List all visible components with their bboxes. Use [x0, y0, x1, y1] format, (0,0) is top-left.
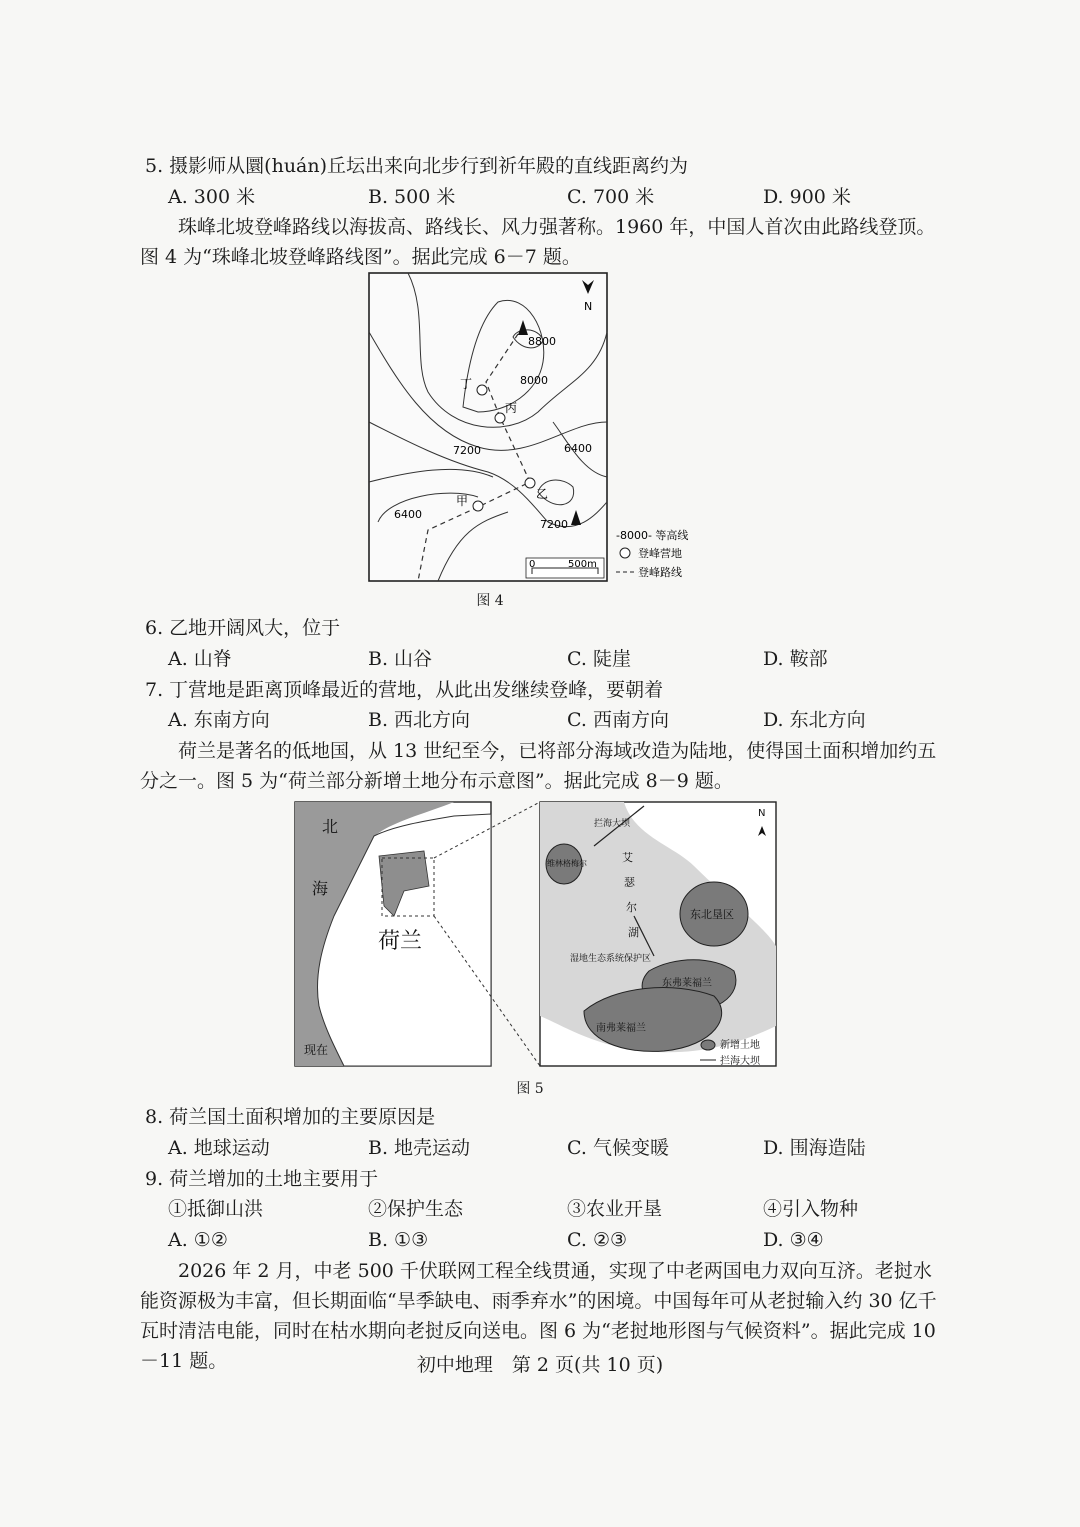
q6-option-c: C. 陡崖: [567, 648, 631, 670]
q6-option-a: A. 山脊: [168, 648, 232, 670]
q9-option-a: A. ①②: [168, 1229, 228, 1251]
legend-new-land: 新增土地: [720, 1040, 760, 1051]
q7-option-d: D. 东北方向: [763, 709, 866, 731]
q6-stem: 6. 乙地开阔风大，位于: [145, 617, 341, 639]
scale-label: 500m: [568, 559, 597, 570]
q8-stem: 8. 荷兰国土面积增加的主要原因是: [145, 1106, 436, 1128]
q7-option-b: B. 西北方向: [368, 709, 471, 731]
scale-zero: 0: [529, 559, 536, 570]
q8-option-b: B. 地壳运动: [368, 1137, 471, 1159]
intro-10-11: 2026 年 2 月，中老 500 千伏联网工程全线贯通，实现了中老两国电力双向互济。老挝水能资源极为丰富，但长期面临“旱季缺电、雨季弃水”的困境。中国每年可从老挝输入约 30 亿千瓦时清洁电能，同时在枯水期向老挝反向送电。图 6 为“老挝地形图与气候资料”。据此完成 10－11 题。: [140, 1260, 937, 1372]
q7-option-a: A. 东南方向: [168, 709, 270, 731]
legend-dam: 拦海大坝: [720, 1056, 760, 1067]
sea-label-north: 北: [322, 817, 339, 836]
contour-label-6400-east: 6400: [564, 442, 592, 455]
contour-label-8000: 8000: [520, 374, 548, 387]
intro-6-7: 珠峰北坡登峰路线以海拔高、路线长、风力强著称。1960 年，中国人首次由此路线登顶。图 4 为“珠峰北坡登峰路线图”。据此完成 6－7 题。: [140, 216, 936, 268]
q9-item-2: ②保护生态: [368, 1198, 464, 1220]
q5-stem: 5. 摄影师从圜(huán)丘坛出来向北步行到祈年殿的直线距离约为: [145, 155, 689, 177]
sea-label-sea: 海: [312, 879, 329, 898]
q5-option-a: A. 300 米: [168, 186, 256, 208]
legend-route: 登峰路线: [638, 566, 682, 579]
q9-item-3: ③农业开垦: [567, 1198, 663, 1220]
q7-stem: 7. 丁营地是距离顶峰最近的营地，从此出发继续登峰，要朝着: [145, 679, 664, 701]
q9-option-c: C. ②③: [567, 1229, 628, 1251]
q5-option-b: B. 500 米: [368, 186, 456, 208]
figure-4-contour-map: [368, 272, 718, 584]
figure-5-caption: 图 5: [516, 1081, 544, 1097]
camp-label-yi: 乙: [536, 487, 549, 501]
q9-item-1: ①抵御山洪: [168, 1198, 264, 1220]
intro-8-9: 荷兰是著名的低地国，从 13 世纪至今，已将部分海域改造为陆地，使得国土面积增加约五分之一。图 5 为“荷兰部分新增土地分布示意图”。据此完成 8－9 题。: [140, 740, 937, 792]
q5-option-c: C. 700 米: [567, 186, 655, 208]
north-label: N: [758, 808, 766, 819]
camp-label-ding: 丁: [460, 377, 473, 391]
page-footer: 初中地理 第 2 页(共 10 页): [416, 1354, 664, 1376]
lake-char-3: 尔: [626, 901, 637, 914]
q6-option-b: B. 山谷: [368, 648, 433, 670]
now-label: 现在: [304, 1043, 329, 1057]
north-label: N: [584, 300, 593, 313]
q8-option-d: D. 围海造陆: [763, 1137, 866, 1159]
q9-stem: 9. 荷兰增加的土地主要用于: [145, 1168, 379, 1190]
contour-label-7200: 7200: [453, 444, 481, 457]
legend-camp: 登峰营地: [638, 547, 682, 560]
q9-option-b: B. ①③: [368, 1229, 429, 1251]
q8-option-a: A. 地球运动: [168, 1137, 270, 1159]
country-label: 荷兰: [378, 929, 423, 954]
camp-label-bing: 丙: [505, 401, 518, 415]
figure-5-map: [294, 796, 784, 1076]
q9-item-4: ④引入物种: [763, 1198, 859, 1220]
region-wetland: 湿地生态系统保护区: [570, 954, 652, 964]
region-south-flevoland: 南弗莱福兰: [596, 1023, 646, 1034]
q6-option-d: D. 鞍部: [763, 648, 828, 670]
region-wieringermeer: 维林格梅尔: [547, 859, 587, 868]
dam-label: 拦海大坝: [594, 819, 631, 829]
region-noordoostpolder: 东北垦区: [690, 908, 734, 921]
q7-option-c: C. 西南方向: [567, 709, 669, 731]
contour-label-8800: 8800: [528, 335, 556, 348]
legend-contour: -8000- 等高线: [616, 529, 689, 542]
region-east-flevoland: 东弗莱福兰: [662, 978, 712, 989]
camp-label-jia: 甲: [456, 494, 469, 508]
q5-option-d: D. 900 米: [763, 186, 851, 208]
q9-option-d: D. ③④: [763, 1229, 824, 1251]
lake-char-4: 湖: [628, 926, 639, 939]
contour-label-6400-west: 6400: [394, 508, 422, 521]
figure-4-caption: 图 4: [476, 593, 504, 609]
lake-char-1: 艾: [622, 851, 633, 864]
legend-camp-icon: [620, 548, 630, 558]
q8-option-c: C. 气候变暖: [567, 1137, 669, 1159]
legend-new-land-icon: [701, 1040, 715, 1050]
lake-char-2: 瑟: [624, 876, 635, 889]
contour-label-7200-south: 7200: [540, 518, 568, 531]
